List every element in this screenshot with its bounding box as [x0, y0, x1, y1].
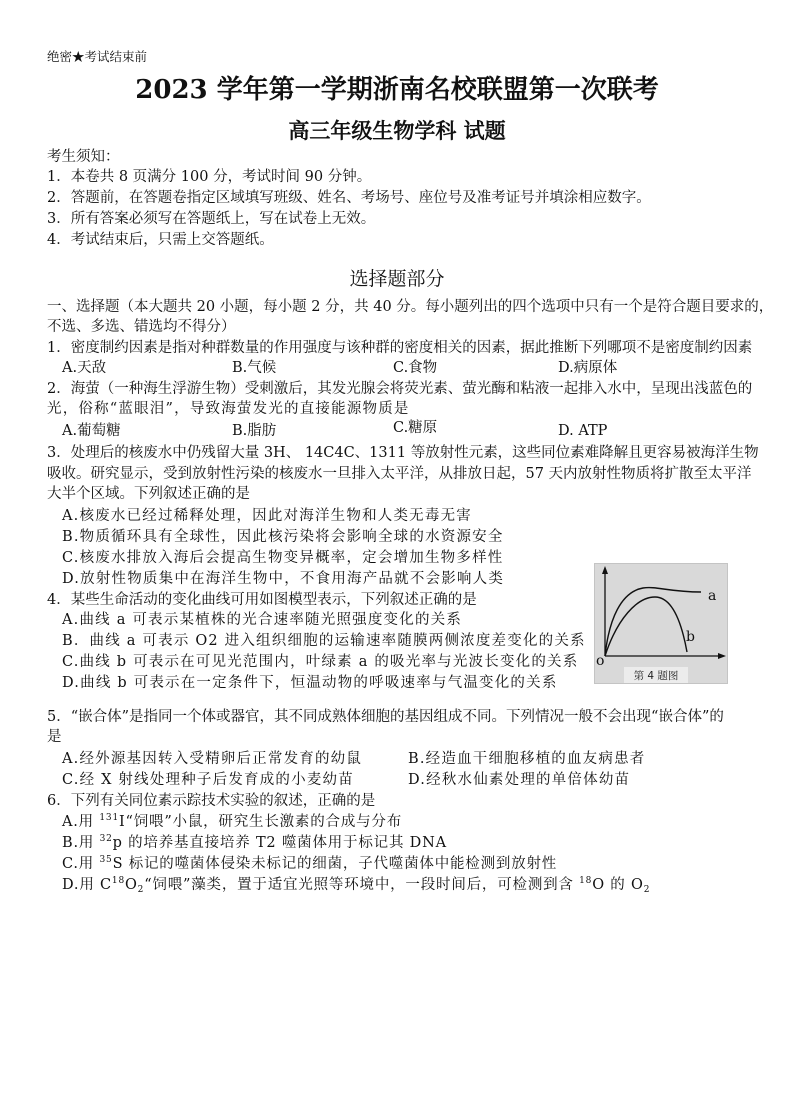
question-5-stem: 是	[47, 729, 62, 745]
question-2-option-d: D. ATP	[558, 423, 608, 439]
curve-b	[605, 597, 687, 656]
option-text: A.用	[62, 814, 100, 830]
question-1-option-d: D.病原体	[558, 360, 618, 376]
question-6-option-d	[62, 875, 650, 895]
subscript-number: 2	[643, 885, 651, 895]
question-3-stem: 3．处理后的核废水中仍残留大量 3H、 14C4C、1311 等放射性元素，这些同位素难降解且更容易被海洋生物	[47, 445, 759, 461]
option-text: “饲喂”藻类，置于适宜光照等环境中，一段时间后，可检测到含	[144, 877, 580, 893]
isotope-mass-number: 18	[111, 876, 125, 886]
curve-b-label: b	[686, 629, 695, 645]
option-text: D.用 C	[62, 877, 112, 893]
notice-heading: 考生须知：	[47, 149, 120, 165]
question-4-option-d: D.曲线 b 可表示在一定条件下，恒温动物的呼吸速率与气温变化的关系	[62, 675, 558, 691]
question-6-stem: 6．下列有关同位素示踪技术实验的叙述，正确的是	[47, 793, 376, 809]
question-1-option-b: B.气候	[232, 360, 277, 376]
question-6-option-a	[62, 812, 402, 832]
question-4-option-b: B．曲线 a 可表示 O2 进入组织细胞的运输速率随膜两侧浓度差变化的关系	[62, 633, 586, 649]
section-instructions: 不选、多选、错选均不得分）	[47, 319, 236, 335]
question-5-option-b: B.经造血干细胞移植的血友病患者	[408, 751, 646, 767]
notice-item: 4．考试结束后，只需上交答题纸。	[47, 232, 274, 248]
notice-item: 2．答题前，在答题卷指定区域填写班级、姓名、考场号、座位号及准考证号并填涂相应数字。	[47, 190, 651, 206]
section-instructions: 一、选择题（本大题共 20 小题，每小题 2 分，共 40 分。每小题列出的四个选项中只有一个是符合题目要求的，	[47, 299, 774, 315]
option-text: O	[124, 877, 138, 893]
question-3-option-c: C.核废水排放入海后会提高生物变异概率，定会增加生物多样性	[62, 550, 504, 566]
question-2-option-c: C.糖原	[393, 420, 438, 436]
question-1-option-a: A.天敌	[62, 360, 107, 376]
option-text: O 的 O	[592, 877, 644, 893]
option-text: I“饲喂”小鼠，研究生长激素的合成与分布	[118, 814, 403, 830]
isotope-mass-number: 32	[99, 834, 113, 844]
question-4-option-a: A.曲线 a 可表示某植株的光合速率随光照强度变化的关系	[62, 612, 463, 628]
question-1-stem: 1．密度制约因素是指对种群数量的作用强度与该种群的密度相关的因素，据此推断下列哪项不是密度制约因素	[47, 340, 753, 356]
section-title: 选择题部分	[349, 268, 445, 290]
question-4-option-c: C.曲线 b 可表示在可见光范围内，叶绿素 a 的吸光率与光波长变化的关系	[62, 654, 579, 670]
question-3-stem: 大半个区域。下列叙述正确的是	[47, 486, 250, 502]
question-4-stem: 4．某些生命活动的变化曲线可用如图模型表示，下列叙述正确的是	[47, 592, 477, 608]
question-3-option-d: D.放射性物质集中在海洋生物中，不食用海产品就不会影响人类	[62, 571, 505, 587]
confidential-mark: 绝密★考试结束前	[47, 49, 148, 64]
question-2-option-b: B.脂肪	[232, 423, 277, 439]
option-text: C.用	[62, 856, 100, 872]
question-5-stem: 5．“嵌合体”是指同一个体或器官，其不同成熟体细胞的基因组成不同。下列情况一般不会出现“嵌合体”的	[47, 709, 724, 725]
question-6-option-c	[62, 854, 557, 874]
question-3-option-b: B.物质循环具有全球性，因此核污染将会影响全球的水资源安全	[62, 529, 504, 545]
x-axis-arrow	[718, 653, 726, 659]
question-4-figure	[594, 563, 728, 684]
isotope-mass-number: 35	[99, 855, 113, 865]
question-5-option-a: A.经外源基因转入受精卵后正常发育的幼鼠	[62, 751, 363, 767]
curve-graph	[595, 564, 729, 685]
question-6-option-b	[62, 833, 447, 853]
notice-item: 3．所有答案必须写在答题纸上，写在试卷上无效。	[47, 211, 376, 227]
option-text: S 标记的噬菌体侵染未标记的细菌，子代噬菌体中能检测到放射性	[112, 856, 558, 872]
curve-a	[605, 588, 701, 656]
isotope-mass-number: 18	[579, 876, 593, 886]
question-3-option-a: A.核废水已经过稀释处理，因此对海洋生物和人类无毒无害	[62, 508, 472, 524]
curve-a-label: a	[708, 588, 717, 604]
question-2-option-a: A.葡萄糖	[62, 423, 121, 439]
exam-title: 2023 学年第一学期浙南名校联盟第一次联考	[135, 75, 659, 105]
question-5-option-d: D.经秋水仙素处理的单倍体幼苗	[408, 772, 631, 788]
origin-label: o	[596, 653, 605, 669]
subscript-number: 2	[137, 885, 145, 895]
option-text: B.用	[62, 835, 100, 851]
option-text: p 的培养基直接培养 T2 噬菌体用于标记其 DNA	[112, 835, 447, 851]
exam-subtitle: 高三年级生物学科 试题	[288, 118, 506, 143]
y-axis-arrow	[602, 566, 608, 574]
question-3-stem: 吸收。研究显示，受到放射性污染的核废水一旦排入太平洋，从排放日起，57 天内放射性物质将扩散至太平洋	[47, 466, 752, 482]
question-2-stem: 2．海萤（一种海生浮游生物）受刺激后，其发光腺会将荧光素、萤光酶和粘液一起排入水中，呈现出浅蓝色的	[47, 381, 753, 397]
question-1-option-c: C.食物	[393, 360, 438, 376]
figure-caption: 第 4 题图	[633, 670, 679, 682]
isotope-mass-number: 131	[99, 813, 119, 823]
question-5-option-c: C.经 X 射线处理种子后发育成的小麦幼苗	[62, 772, 354, 788]
notice-item: 1．本卷共 8 页满分 100 分，考试时间 90 分钟。	[47, 169, 372, 185]
question-2-stem: 光，俗称“蓝眼泪”，导致海萤发光的直接能源物质是	[47, 401, 410, 417]
